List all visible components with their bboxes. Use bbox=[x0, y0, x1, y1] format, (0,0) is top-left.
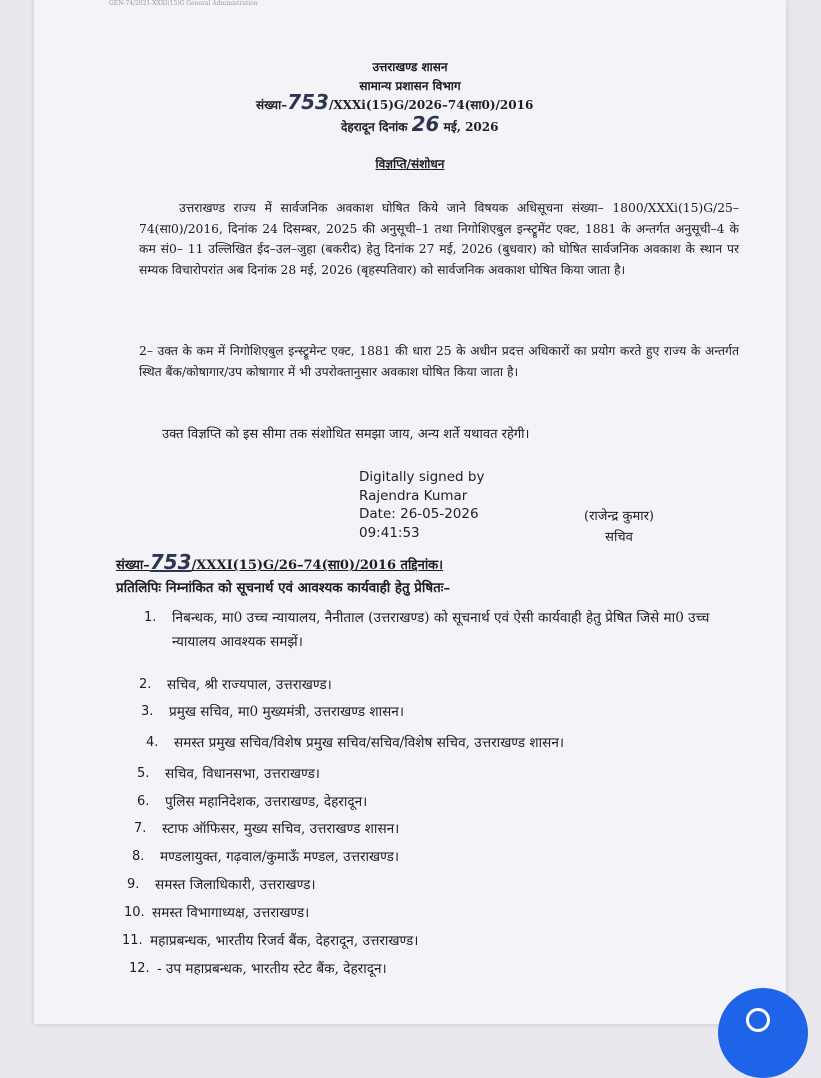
document-page bbox=[34, 0, 786, 1024]
sig-line-1: Digitally signed by bbox=[359, 469, 485, 485]
paragraph-3: उक्त विज्ञप्ति को इस सीमा तक संशोधित समझा जाय, अन्य शर्ते यथावत रहेगी। bbox=[162, 427, 530, 442]
recipient-number: 5. bbox=[137, 766, 150, 781]
search-icon[interactable] bbox=[746, 1008, 770, 1032]
recipient-text: महाप्रबन्धक, भारतीय रिजर्व बैंक, देहरादून, उत्तराखण्ड। bbox=[150, 933, 419, 949]
date-suffix: मई, 2026 bbox=[443, 120, 499, 134]
recipient-item-6 bbox=[104, 793, 744, 811]
recipient-list bbox=[104, 598, 744, 978]
recipient-number: 8. bbox=[132, 849, 145, 864]
document-title: विज्ञप्ति/संशोधन bbox=[375, 157, 445, 171]
document-date bbox=[341, 112, 498, 136]
recipient-item-10 bbox=[104, 904, 744, 922]
header-government: उत्तराखण्ड शासन bbox=[372, 60, 448, 74]
floating-action-button[interactable] bbox=[718, 988, 808, 1078]
recipient-number: 2. bbox=[139, 677, 152, 692]
recipient-item-7 bbox=[104, 820, 744, 838]
recipient-item-12 bbox=[104, 960, 744, 978]
recipient-item-11 bbox=[104, 932, 744, 950]
ref2-number-handwritten: 753 bbox=[149, 550, 192, 574]
recipient-text: सचिव, विधानसभा, उत्तराखण्ड। bbox=[165, 766, 320, 782]
signatory-block bbox=[559, 506, 679, 548]
sig-line-4: 09:41:53 bbox=[359, 524, 420, 541]
sig-line-3: Date: 26-05-2026 bbox=[359, 506, 479, 522]
recipient-item-4 bbox=[104, 731, 744, 755]
recipient-text: निबन्धक, मा0 उच्च न्यायालय, नैनीताल (उत्तराखण्ड) को सूचनार्थ एवं ऐसी कार्यवाही हेतु प्रेषित जिसे मा0 उच्च न्यायालय आवश्यक समझें। bbox=[172, 610, 710, 650]
recipient-text: सचिव, श्री राज्यपाल, उत्तराखण्ड। bbox=[167, 677, 332, 693]
recipient-item-8 bbox=[104, 848, 744, 866]
ref2-suffix: /XXXI(15)G/26–74(सा0)/2016 तद्दिनांक। bbox=[191, 558, 444, 573]
recipient-number: 10. bbox=[124, 905, 145, 920]
recipient-number: 7. bbox=[134, 821, 147, 836]
recipient-number: 3. bbox=[141, 704, 154, 719]
recipient-number: 6. bbox=[137, 794, 150, 809]
date-day-handwritten: 26 bbox=[411, 112, 440, 136]
recipient-text: - उप महाप्रबन्धक, भारतीय स्टेट बैंक, देहरादून। bbox=[157, 961, 387, 977]
recipient-text: मण्डलायुक्त, गढ़वाल/कुमाऊँ मण्डल, उत्तराखण्ड। bbox=[160, 849, 400, 865]
recipient-item-9 bbox=[104, 876, 744, 894]
digital-signature bbox=[359, 468, 484, 542]
signatory-name: (राजेन्द्र कुमार) bbox=[584, 509, 654, 524]
ref-suffix: /XXXi(15)G/2026–74(सा0)/2016 bbox=[328, 98, 534, 112]
paragraph-2: 2– उक्त के कम में निगोशिएबुल इन्स्ट्रूमेन्ट एक्ट, 1881 की धारा 25 के अधीन प्रदत्त अधिकारों का प्रयोग करते हुए राज्य के अन्तर्गत स्थित बैंक/कोषागार/उप कोषागार में भी उपरोक्तानुसार अवकाश घोषित किया जाता है। bbox=[139, 344, 739, 379]
sig-line-2: Rajendra Kumar bbox=[359, 487, 468, 504]
recipient-text: समस्त विभागाध्यक्ष, उत्तराखण्ड। bbox=[152, 905, 310, 921]
copy-to-heading: प्रतिलिपिः निम्नांकित को सूचनार्थ एवं आवश्यक कार्यवाही हेतु प्रेषितः– bbox=[116, 580, 451, 596]
reference-number bbox=[256, 90, 533, 114]
recipient-text: समस्त जिलाधिकारी, उत्तराखण्ड। bbox=[155, 877, 316, 893]
recipient-text: प्रमुख सचिव, मा0 मुख्यमंत्री, उत्तराखण्ड शासन। bbox=[169, 704, 404, 720]
recipient-item-3 bbox=[104, 703, 744, 721]
recipient-text: समस्त प्रमुख सचिव/विशेष प्रमुख सचिव/सचिव/विशेष सचिव, उत्तराखण्ड शासन। bbox=[174, 735, 565, 751]
recipient-item-2 bbox=[104, 676, 744, 694]
date-prefix: देहरादून दिनांक bbox=[341, 120, 408, 134]
recipient-number: 4. bbox=[146, 735, 159, 750]
recipient-number: 1. bbox=[144, 610, 157, 625]
recipient-item-1 bbox=[104, 606, 744, 654]
header-department: सामान्य प्रशासन विभाग bbox=[359, 79, 461, 93]
paragraph-1: उत्तराखण्ड राज्य में सार्वजनिक अवकाश घोषित किये जाने विषयक अधिसूचना संख्या– 1800/XXXi(15)G/25–74(सा0)/2016, दिनांक 24 दिसम्बर, 2025 की अनुसूची–1 तथा निगोशिएबुल इन्स्ट्रूमेंट एक्ट, 1881 के अन्तर्गत अनुसूची–4 के कम सं0– 11 उल्लिखित ईद–उल–जुहा (बकरीद) हेतु दिनांक 27 मई, 2026 (बुधवार) को घोषित सार्वजनिक अवकाश के स्थान पर सम्यक विचारोपरांत अब दिनांक 28 मई, 2026 (बृहस्पतिवार) को सार्वजनिक अवकाश घोषित किया जाता है। bbox=[139, 201, 739, 277]
recipient-number: 11. bbox=[122, 933, 143, 948]
recipient-text: स्टाफ ऑफिसर, मुख्य सचिव, उत्तराखण्ड शासन। bbox=[162, 821, 400, 837]
faded-top-strip: GEN-74/2021-XXXI(15)G General Administration bbox=[109, 0, 258, 7]
recipient-number: 12. bbox=[129, 961, 150, 976]
recipient-text: पुलिस महानिदेशक, उत्तराखण्ड, देहरादून। bbox=[165, 794, 368, 810]
ref-number-handwritten: 753 bbox=[287, 90, 329, 114]
signatory-title: सचिव bbox=[605, 530, 633, 545]
ref-prefix: संख्या– bbox=[256, 98, 288, 112]
recipient-number: 9. bbox=[127, 877, 140, 892]
copy-reference-number bbox=[116, 550, 443, 574]
ref2-prefix: संख्या– bbox=[116, 558, 150, 573]
recipient-item-5 bbox=[104, 765, 744, 783]
